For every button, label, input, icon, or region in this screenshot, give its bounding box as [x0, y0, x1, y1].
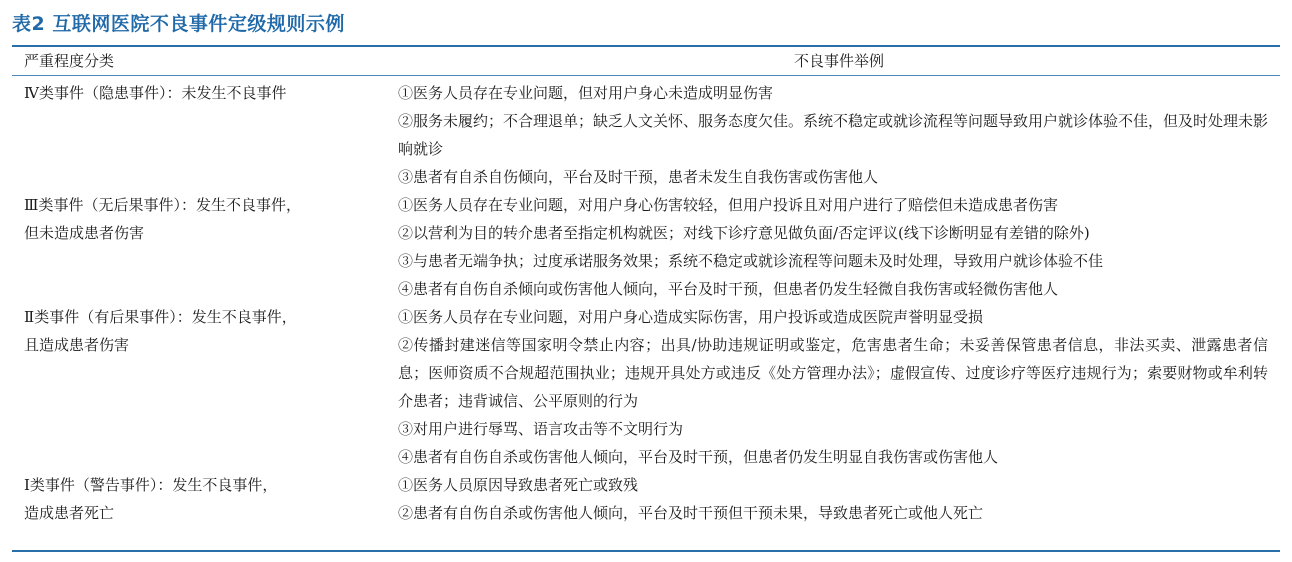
example-item: ①医务人员原因导致患者死亡或致残 [398, 476, 639, 494]
example-item: ①医务人员存在专业问题，对用户身心造成实际伤害，用户投诉或造成医院声誉明显受损 [398, 308, 984, 326]
example-item: ③对用户进行辱骂、语言攻击等不文明行为 [398, 420, 684, 438]
header-examples: 不良事件举例 [793, 52, 884, 70]
example-item: ④患者有自伤自杀或伤害他人倾向，平台及时干预，但患者仍发生明显自我伤害或伤害他人 [398, 448, 999, 466]
example-item: ②服务未履约；不合理退单；缺乏人文关怀、服务态度欠佳。系统不稳定或就诊流程等问题导致用户就诊体验不佳，但及时处理未影响就诊 [398, 112, 1269, 158]
header-severity: 严重程度分类 [24, 52, 115, 70]
severity-text: Ⅳ类事件（隐患事件）：未发生不良事件 [24, 84, 287, 102]
severity-text: Ⅰ类事件（警告事件）：发生不良事件， [24, 476, 278, 494]
severity-text: 造成患者死亡 [24, 504, 115, 522]
examples-cell [374, 303, 1280, 471]
examples-cell [374, 79, 1280, 191]
example-item: ②患者有自伤自杀或伤害他人倾向，平台及时干预但干预未果，导致患者死亡或他人死亡 [398, 504, 984, 522]
severity-cell [0, 471, 374, 527]
severity-cell [0, 191, 374, 303]
header-rule [12, 75, 1280, 76]
severity-text: Ⅱ类事件（有后果事件）：发生不良事件， [24, 308, 297, 326]
severity-text: 但未造成患者伤害 [24, 224, 145, 242]
severity-cell [0, 303, 374, 471]
table-row-group [0, 471, 1292, 527]
bottom-rule [12, 550, 1280, 552]
examples-cell [374, 191, 1280, 303]
severity-cell [0, 79, 374, 191]
table-caption: 表2 互联网医院不良事件定级规则示例 [12, 13, 345, 35]
example-item: ②以营利为目的转介患者至指定机构就医；对线下诊疗意见做负面/否定评议(线下诊断明显有差错的除外) [398, 224, 1090, 242]
table-body [0, 79, 1292, 527]
severity-text: 且造成患者伤害 [24, 336, 130, 354]
table-row-group [0, 79, 1292, 191]
example-item: ③与患者无端争执；过度承诺服务效果；系统不稳定或就诊流程等问题未及时处理，导致用户就诊体验不佳 [398, 252, 1104, 270]
example-item: ④患者有自伤自杀倾向或伤害他人倾向，平台及时干预，但患者仍发生轻微自我伤害或轻微伤害他人 [398, 280, 1059, 298]
severity-text: Ⅲ类事件（无后果事件）：发生不良事件， [24, 196, 301, 214]
table-row-group [0, 191, 1292, 303]
example-item: ②传播封建迷信等国家明令禁止内容；出具/协助违规证明或鉴定，危害患者生命；未妥善保管患者信息，非法买卖、泄露患者信息；医师资质不合规超范围执业；违规开具处方或违反《处方管理办法》；虚假宣传、过度诊疗等医疗违规行为；索要财物或牟利转介患者；违背诚信、公平原则的行为 [398, 336, 1268, 410]
example-item: ①医务人员存在专业问题，但对用户身心未造成明显伤害 [398, 84, 774, 102]
table-row-group [0, 303, 1292, 471]
example-item: ③患者有自杀自伤倾向，平台及时干预，患者未发生自我伤害或伤害他人 [398, 168, 879, 186]
top-rule [12, 45, 1280, 47]
example-item: ①医务人员存在专业问题，对用户身心伤害较轻，但用户投诉且对用户进行了赔偿但未造成患者伤害 [398, 196, 1059, 214]
examples-cell [374, 471, 1280, 527]
